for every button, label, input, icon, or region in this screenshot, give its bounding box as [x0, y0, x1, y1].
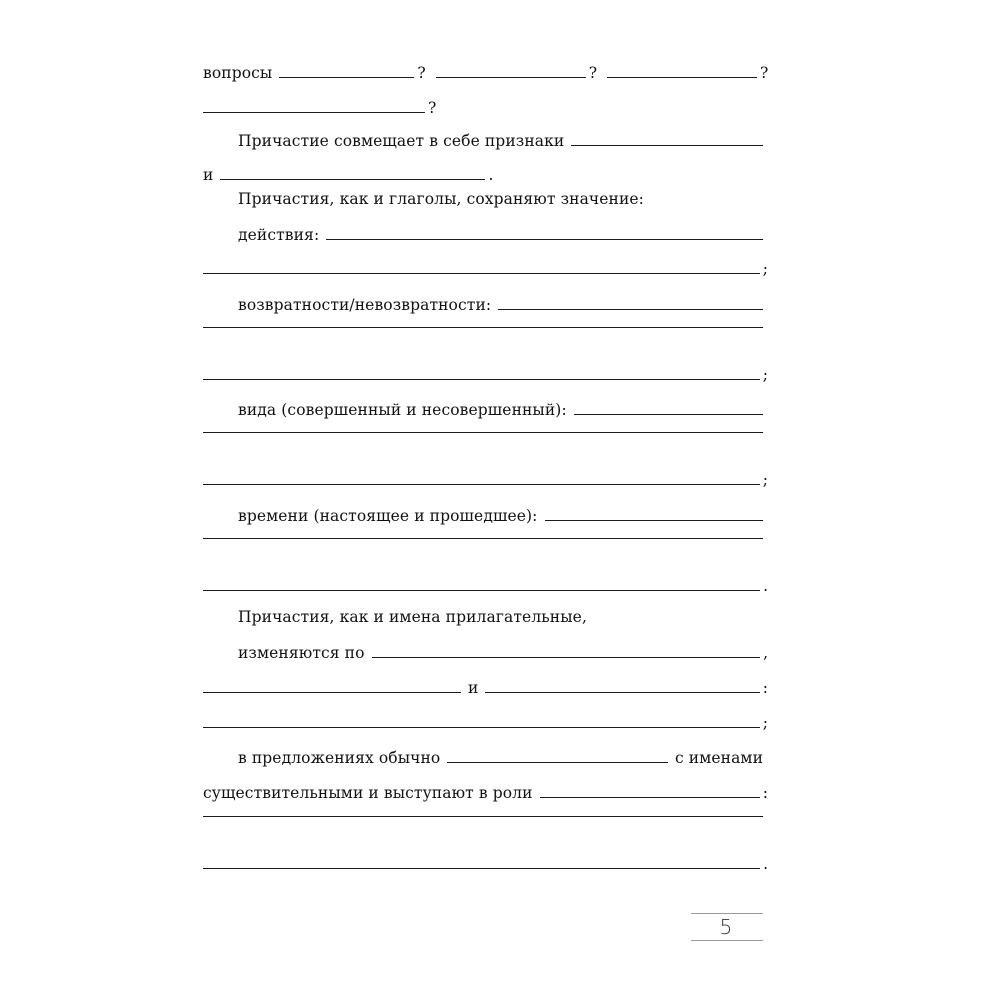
blank-question-4[interactable] [203, 112, 425, 113]
line-and-feature [203, 162, 503, 188]
blank-role-3[interactable] [203, 868, 760, 869]
nouns-role-label: существительными и выступают в роли [203, 784, 533, 802]
line-verbs-keep [238, 186, 763, 212]
colon-2: : [762, 784, 768, 802]
blank-question-1[interactable] [279, 77, 414, 78]
line-participle-features [238, 128, 763, 154]
period-2: . [763, 577, 768, 595]
blank-reflexive-3[interactable] [203, 379, 760, 380]
line-action-cont [203, 256, 768, 282]
adjectives-text: Причастия, как и имена прилагательные, [238, 608, 587, 626]
line-reflexive-cont-2 [203, 362, 768, 388]
line-change-cont [203, 710, 768, 736]
blank-feature-2[interactable] [220, 179, 485, 180]
blank-aspect-2[interactable] [203, 432, 763, 433]
change-by-label: изменяются по [238, 644, 365, 662]
question-mark-1: ? [417, 64, 426, 82]
line-tense [238, 503, 763, 529]
blank-action-1[interactable] [326, 239, 763, 240]
period-1: . [488, 166, 494, 184]
line-change-and [203, 675, 768, 701]
line-aspect [238, 397, 763, 423]
line-questions [203, 60, 768, 86]
semicolon-1: ; [762, 260, 768, 278]
reflexive-label: возвратности/невозвратности: [238, 296, 492, 314]
blank-change-2[interactable] [203, 692, 461, 693]
page-number: 5 [719, 915, 733, 939]
blank-change-3[interactable] [485, 692, 759, 693]
tense-label: времени (настоящее и прошедшее): [238, 507, 538, 525]
participle-features-text: Причастие совмещает в себе признаки [238, 132, 565, 150]
in-sentences-label: в предложениях обычно [238, 749, 441, 767]
line-question-4 [203, 95, 443, 121]
comma-1: , [763, 644, 768, 662]
and-label: и [203, 166, 214, 184]
semicolon-2: ; [762, 366, 768, 384]
blank-tense-1[interactable] [545, 520, 763, 521]
colon-1: : [762, 679, 768, 697]
line-tense-cont-1 [203, 538, 763, 564]
question-mark-4: ? [428, 99, 437, 117]
blank-role-1[interactable] [540, 797, 760, 798]
blank-tense-3[interactable] [203, 590, 760, 591]
aspect-label: вида (совершенный и несовершенный): [238, 401, 567, 419]
page-number-box [691, 913, 763, 941]
blank-reflexive-1[interactable] [498, 309, 763, 310]
blank-tense-2[interactable] [203, 538, 763, 539]
blank-question-2[interactable] [436, 77, 586, 78]
period-3: . [763, 855, 768, 873]
line-nouns-role [203, 780, 768, 806]
line-role-cont-1 [203, 816, 763, 842]
line-aspect-cont-1 [203, 432, 763, 458]
line-aspect-cont-2 [203, 467, 768, 493]
blank-aspect-3[interactable] [203, 484, 760, 485]
question-mark-3: ? [760, 64, 769, 82]
blank-action-2[interactable] [203, 273, 760, 274]
with-nouns-label: с именами [674, 749, 763, 767]
blank-role-2[interactable] [203, 816, 763, 817]
blank-change-1[interactable] [372, 657, 761, 658]
semicolon-4: ; [762, 714, 768, 732]
questions-label: вопросы [203, 64, 273, 82]
blank-question-3[interactable] [607, 77, 757, 78]
line-in-sentences [238, 745, 763, 771]
blank-reflexive-2[interactable] [203, 327, 763, 328]
line-action [238, 222, 763, 248]
blank-aspect-1[interactable] [574, 414, 763, 415]
line-change-by [238, 640, 768, 666]
line-reflexive-cont-1 [203, 327, 763, 353]
action-label: действия: [238, 226, 320, 244]
line-adjectives [238, 604, 763, 630]
blank-sentences-1[interactable] [447, 762, 668, 763]
question-mark-2: ? [588, 64, 597, 82]
blank-change-4[interactable] [203, 727, 760, 728]
line-reflexive [238, 292, 763, 318]
and-label-2: и [468, 679, 479, 697]
semicolon-3: ; [762, 471, 768, 489]
verbs-keep-text: Причастия, как и глаголы, сохраняют значение: [238, 190, 645, 208]
line-role-cont-2 [203, 851, 768, 877]
line-tense-cont-2 [203, 573, 768, 599]
blank-feature-1[interactable] [571, 145, 763, 146]
